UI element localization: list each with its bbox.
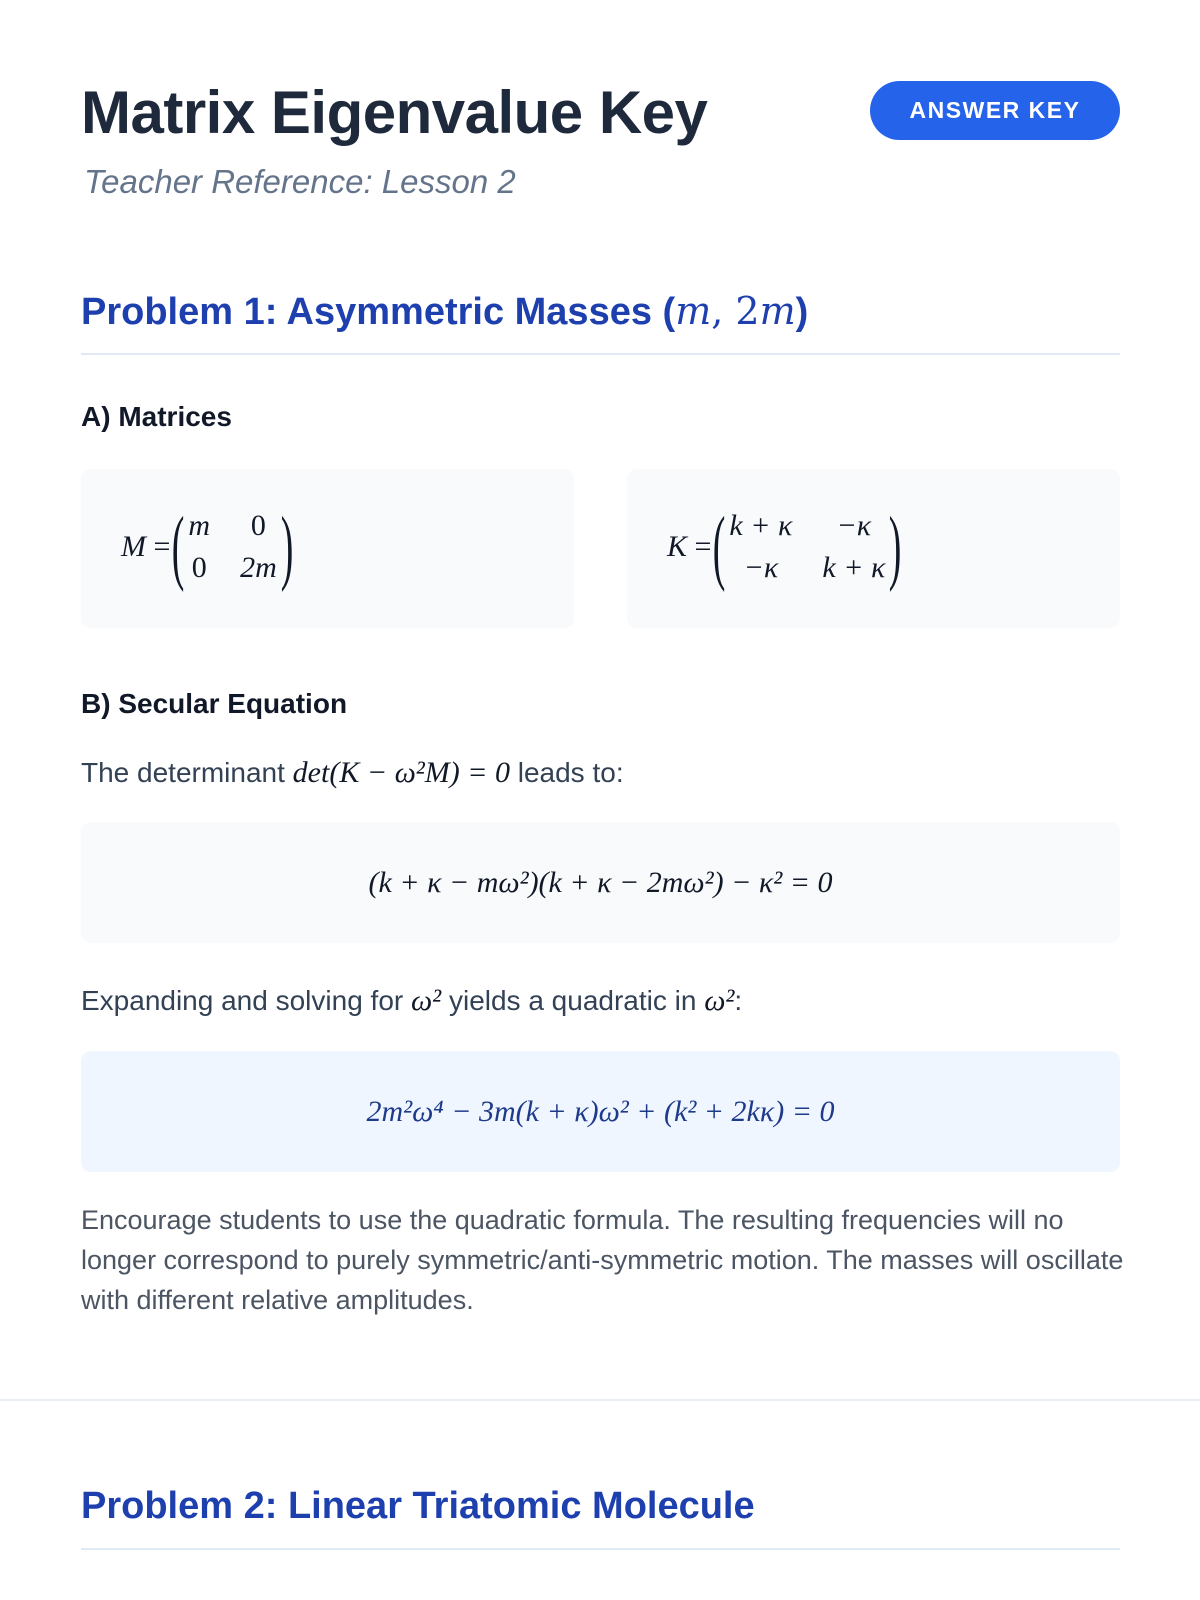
expanding-sentence <box>81 984 742 1018</box>
stiffness-matrix <box>729 509 885 585</box>
expanding-text-1: Expanding and solving for <box>81 985 411 1016</box>
secular-equation: (k + κ − mω²)(k + κ − 2mω²) − κ² = 0 <box>368 865 833 899</box>
stiffness-matrix-equation <box>667 500 903 593</box>
problem-1-title-math-m2: m <box>759 289 796 333</box>
problem-1-title-text: Problem 1: Asymmetric Masses ( <box>81 291 676 333</box>
problem-1-title-math-comma: , <box>711 289 736 333</box>
right-paren: ) <box>280 500 294 593</box>
omega-squared: ω² <box>704 984 735 1017</box>
problem-divider <box>0 1399 1200 1401</box>
mass-matrix-cell: 0 <box>191 551 207 584</box>
left-paren: ( <box>172 500 185 593</box>
stiffness-matrix-cell: −κ <box>836 509 872 542</box>
section-a-heading: A) Matrices <box>81 401 232 432</box>
problem-1-title-close: ) <box>795 291 809 333</box>
mass-matrix-cell: 2m <box>240 551 277 584</box>
mass-matrix <box>188 509 276 585</box>
problem-1-title-math-two: 2 <box>735 289 760 333</box>
stiffness-matrix-cell: k + κ <box>822 551 886 584</box>
page-header <box>81 0 1120 230</box>
quadratic-equation-box <box>81 1051 1120 1172</box>
left-paren: ( <box>713 500 726 593</box>
determinant-sentence <box>81 756 624 790</box>
stiffness-matrix-cell: k + κ <box>729 509 793 542</box>
determinant-math: det(K − ω²M) = 0 <box>292 756 510 789</box>
problem-1-title <box>81 289 808 334</box>
omega-squared: ω² <box>411 984 442 1017</box>
page-title: Matrix Eigenvalue Key <box>81 79 708 146</box>
quadratic-equation: 2m²ω⁴ − 3m(k + κ)ω² + (k² + 2kκ) = 0 <box>366 1094 835 1128</box>
mass-matrix-equation <box>121 500 295 593</box>
mass-matrix-box <box>81 469 574 628</box>
expanding-text-2: yields a quadratic in <box>441 985 705 1016</box>
problem-2-rule <box>81 1548 1120 1550</box>
teacher-note: Encourage students to use the quadratic formula. The resulting frequencies will no longer correspond to purely symmetric/anti-symmetric motion. The masses will oscillate with different relative amplitudes. <box>81 1205 1124 1315</box>
problem-1-title-math-m: m <box>675 289 712 333</box>
mass-matrix-cell: 0 <box>250 509 266 542</box>
determinant-text-before: The determinant <box>81 757 293 788</box>
mass-matrix-lhs: M = <box>121 530 171 563</box>
determinant-text-after: leads to: <box>509 757 624 788</box>
page-subtitle: Teacher Reference: Lesson 2 <box>84 163 516 200</box>
expanding-text-3: : <box>734 985 743 1016</box>
answer-key-page <box>81 0 1124 1527</box>
problem-2-title: Problem 2: Linear Triatomic Molecule <box>81 1485 755 1527</box>
answer-key-badge: ANSWER KEY <box>870 81 1120 140</box>
problem-1-rule <box>81 353 1120 355</box>
mass-matrix-cell: m <box>188 509 211 542</box>
stiffness-matrix-box <box>627 469 1120 628</box>
stiffness-matrix-cell: −κ <box>743 551 779 584</box>
section-b-heading: B) Secular Equation <box>81 688 348 719</box>
right-paren: ) <box>889 500 902 593</box>
stiffness-matrix-lhs: K = <box>667 530 712 563</box>
secular-equation-box <box>81 822 1120 943</box>
